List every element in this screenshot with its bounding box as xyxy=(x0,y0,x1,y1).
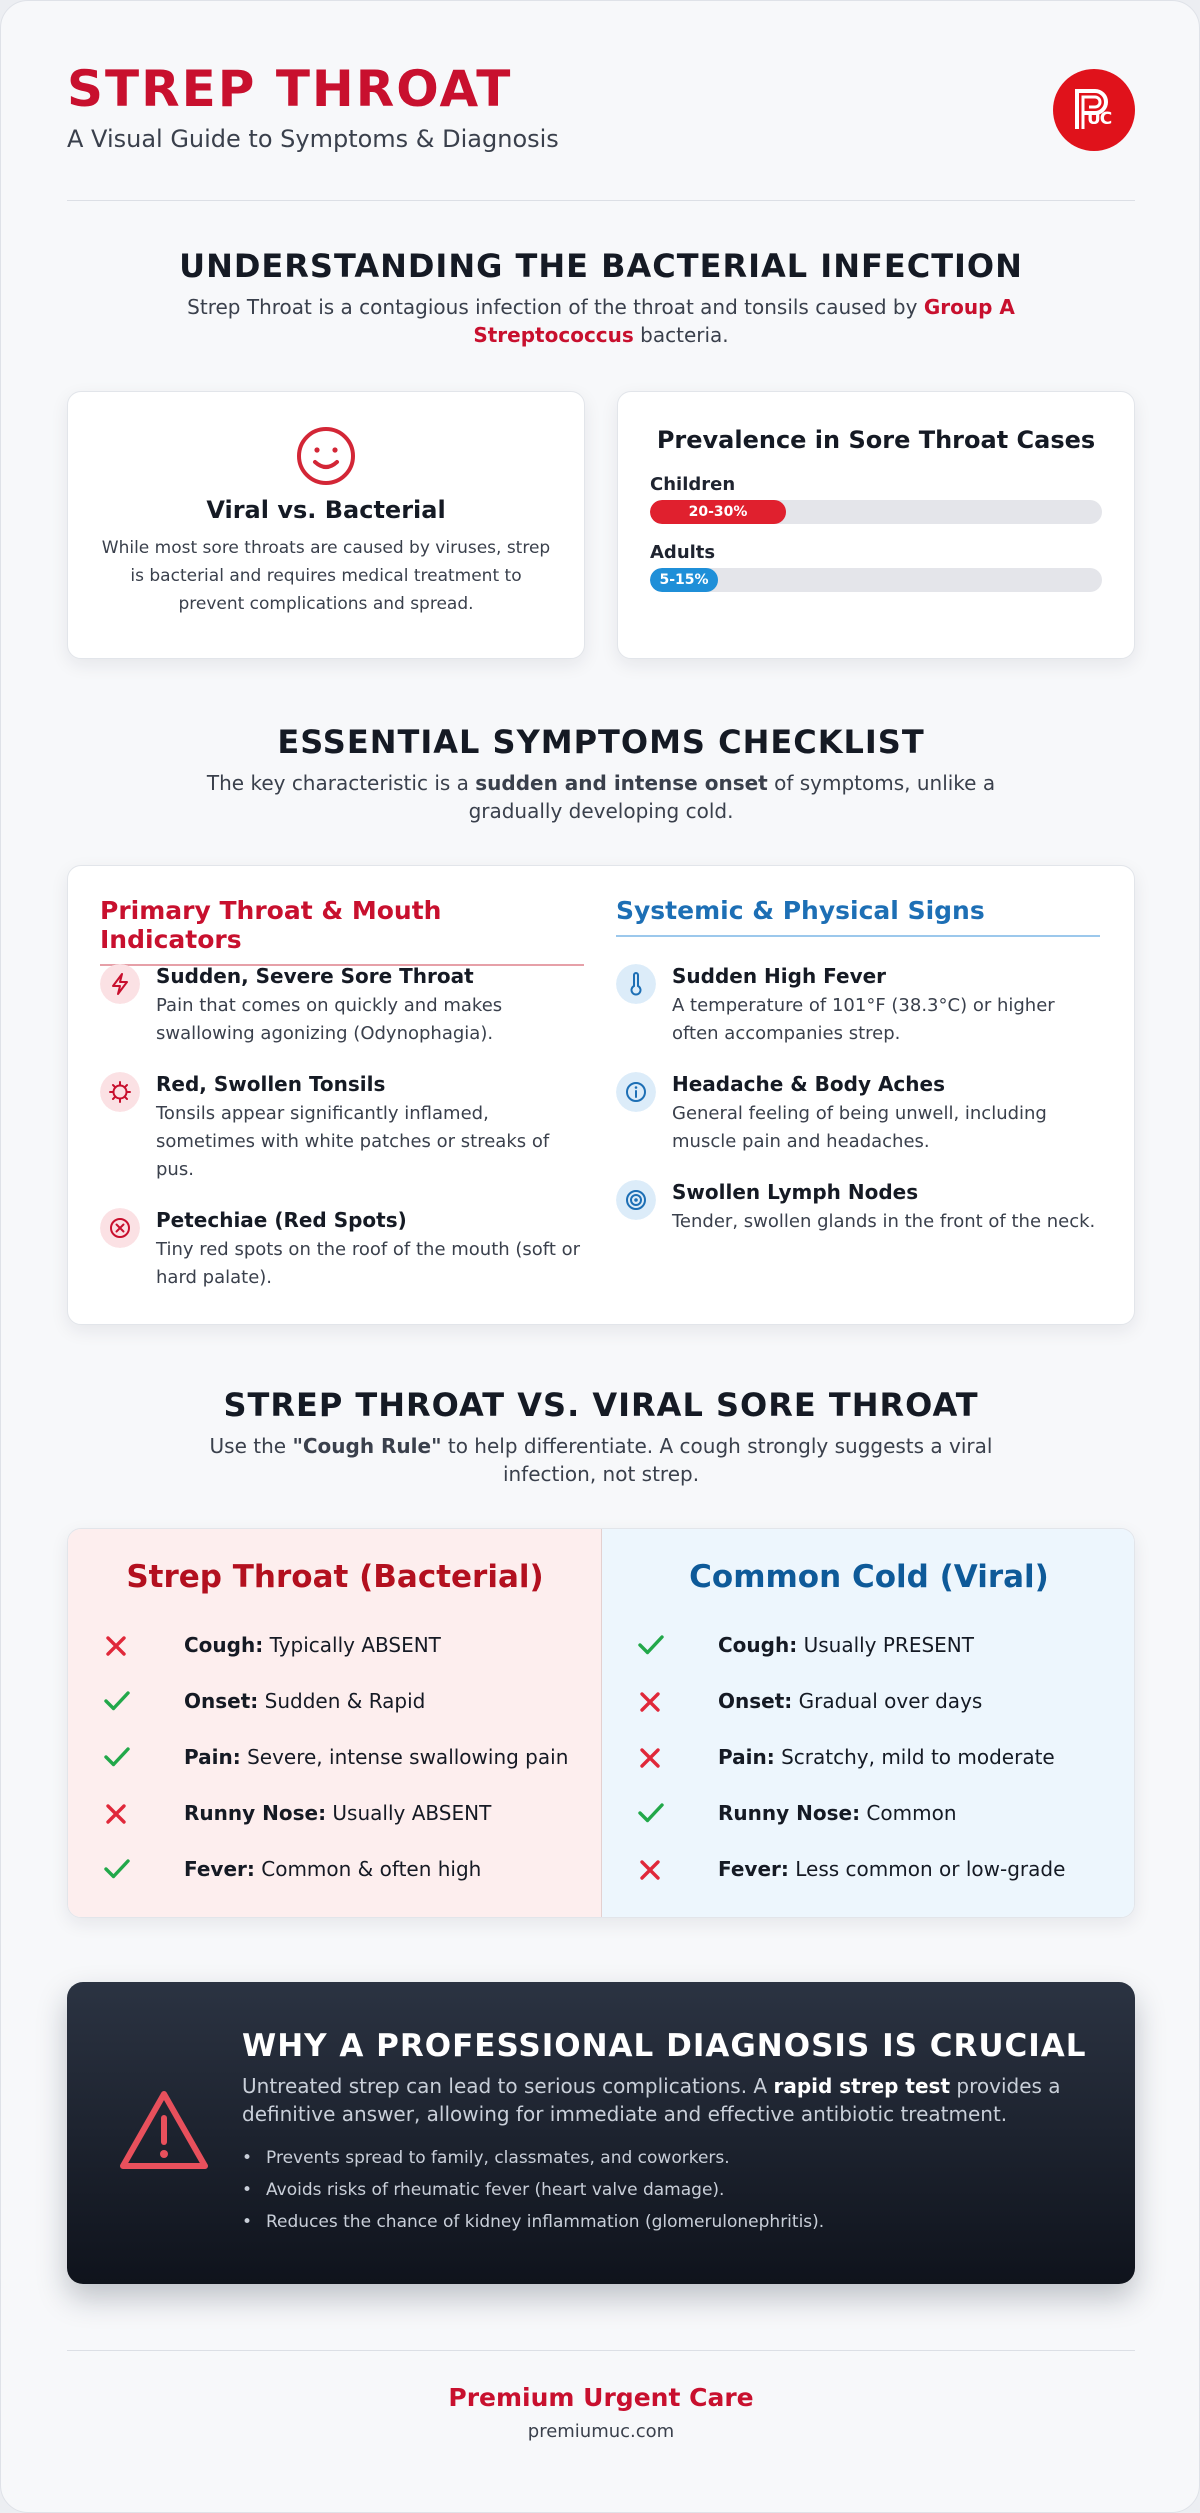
understanding-description xyxy=(171,293,1031,349)
symptoms-checklist-card xyxy=(67,865,1135,1325)
symptom-text: Tiny red spots on the roof of the mouth (soft or hard palate). xyxy=(156,1239,581,1288)
symptom-title: Headache & Body Aches xyxy=(672,1072,945,1096)
row-label: Onset: xyxy=(184,1689,259,1713)
diagnosis-bullet-list xyxy=(242,2142,824,2238)
strep-row-text xyxy=(184,1801,491,1825)
row-label: Cough: xyxy=(718,1633,798,1657)
lightning-icon xyxy=(100,964,140,1004)
symptom-title: Swollen Lymph Nodes xyxy=(672,1180,919,1204)
prevalence-card xyxy=(617,391,1135,659)
cross-icon xyxy=(104,1634,128,1658)
diagnosis-text xyxy=(242,2072,1102,2128)
adults-bar-fill: 5-15% xyxy=(650,568,718,592)
row-value: Usually PRESENT xyxy=(803,1633,974,1657)
children-label: Children xyxy=(650,474,736,495)
systemic-signs-heading: Systemic & Physical Signs xyxy=(616,896,1100,937)
row-label: Fever: xyxy=(718,1857,789,1881)
strep-row-text xyxy=(184,1689,425,1713)
comparison-desc-end: to help differentiate. A cough strongly suggests a viral infection, not strep. xyxy=(441,1434,993,1486)
viral-card-text: While most sore throats are caused by viruses, strep is bacterial and requires medical treatment to prevent complications and spread. xyxy=(101,538,551,614)
symptom-petechiae xyxy=(100,1208,590,1298)
row-value: Less common or low-grade xyxy=(795,1857,1066,1881)
comparison-description xyxy=(171,1432,1031,1488)
row-label: Onset: xyxy=(718,1689,793,1713)
comparison-table xyxy=(67,1528,1135,1918)
smile-icon xyxy=(296,426,356,486)
viral-row-text xyxy=(718,1633,974,1657)
row-label: Cough: xyxy=(184,1633,264,1657)
comparison-desc-bold: "Cough Rule" xyxy=(292,1434,442,1458)
row-label: Runny Nose: xyxy=(718,1801,861,1825)
symptom-text: A temperature of 101°F (38.3°C) or higher often accompanies strep. xyxy=(672,995,1055,1044)
comparison-desc-text: Use the xyxy=(209,1434,293,1458)
row-label: Pain: xyxy=(184,1745,241,1769)
row-label: Runny Nose: xyxy=(184,1801,327,1825)
symptom-sore-throat xyxy=(100,964,590,1054)
footer-divider xyxy=(67,2350,1135,2351)
symptoms-title: ESSENTIAL SYMPTOMS CHECKLIST xyxy=(277,723,925,761)
viral-row-text xyxy=(718,1857,1065,1881)
symptom-text: Tender, swollen glands in the front of the neck. xyxy=(672,1211,1096,1232)
row-value: Severe, intense swallowing pain xyxy=(247,1745,569,1769)
symptom-text: General feeling of being unwell, including muscle pain and headaches. xyxy=(672,1103,1047,1152)
strep-column xyxy=(68,1529,602,1918)
symptom-headache xyxy=(616,1072,1106,1162)
row-value: Common & often high xyxy=(261,1857,482,1881)
page-subtitle: A Visual Guide to Symptoms & Diagnosis xyxy=(67,125,559,153)
understanding-title: UNDERSTANDING THE BACTERIAL INFECTION xyxy=(179,247,1023,285)
diagnosis-bullet: • Prevents spread to family, classmates, and coworkers. xyxy=(242,2142,824,2174)
viral-card-title: Viral vs. Bacterial xyxy=(206,496,446,524)
diagnosis-text-start: Untreated strep can lead to serious complications. A xyxy=(242,2074,774,2098)
symptom-title: Sudden High Fever xyxy=(672,964,887,988)
symptoms-desc-end: of symptoms, unlike a gradually developing cold. xyxy=(468,771,996,823)
virus-icon xyxy=(100,1072,140,1112)
row-value: Common xyxy=(866,1801,957,1825)
diagnosis-text-bold: rapid strep test xyxy=(773,2074,951,2098)
comparison-title: STREP THROAT VS. VIRAL SORE THROAT xyxy=(223,1386,979,1424)
viral-row-text xyxy=(718,1801,957,1825)
row-value: Gradual over days xyxy=(798,1689,983,1713)
viral-column-heading: Common Cold (Viral) xyxy=(689,1559,1049,1595)
brand-logo[interactable] xyxy=(1053,69,1135,151)
row-value: Usually ABSENT xyxy=(332,1801,492,1825)
viral-row-text xyxy=(718,1689,982,1713)
diagnosis-bullet: • Avoids risks of rheumatic fever (heart valve damage). xyxy=(242,2174,824,2206)
row-value: Typically ABSENT xyxy=(269,1633,441,1657)
cross-icon xyxy=(638,1858,662,1882)
diagnosis-banner xyxy=(67,1982,1135,2284)
strep-column-heading: Strep Throat (Bacterial) xyxy=(126,1559,544,1595)
warning-triangle-icon xyxy=(117,2088,211,2174)
cross-icon xyxy=(638,1746,662,1770)
children-bar-fill: 20-30% xyxy=(650,500,786,524)
symptom-title: Sudden, Severe Sore Throat xyxy=(156,964,474,988)
primary-indicators-heading: Primary Throat & Mouth Indicators xyxy=(100,896,584,966)
understanding-desc-end: bacteria. xyxy=(633,323,729,347)
viral-row-text xyxy=(718,1745,1055,1769)
symptom-text: Pain that comes on quickly and makes swallowing agonizing (Odynophagia). xyxy=(156,995,503,1044)
symptom-text: Tonsils appear significantly inflamed, sometimes with white patches or streaks of pus. xyxy=(156,1103,550,1180)
info-icon xyxy=(616,1072,656,1112)
cross-icon xyxy=(638,1690,662,1714)
footer-brand-name: Premium Urgent Care xyxy=(448,2383,754,2412)
prevalence-title: Prevalence in Sore Throat Cases xyxy=(656,426,1096,454)
circle-x-icon xyxy=(100,1208,140,1248)
row-value: Sudden & Rapid xyxy=(264,1689,426,1713)
adults-label: Adults xyxy=(650,542,716,563)
symptom-high-fever xyxy=(616,964,1106,1054)
header xyxy=(67,57,1135,201)
target-icon xyxy=(616,1180,656,1220)
understanding-desc-text: Strep Throat is a contagious infection of the throat and tonsils caused by xyxy=(187,295,924,319)
check-icon xyxy=(104,1858,130,1880)
strep-row-text xyxy=(184,1857,481,1881)
strep-row-text xyxy=(184,1745,568,1769)
logo-text: UC xyxy=(1087,109,1112,129)
children-bar-track xyxy=(650,500,1102,524)
strep-row-text xyxy=(184,1633,441,1657)
symptoms-desc-text: The key characteristic is a xyxy=(206,771,476,795)
symptom-title: Red, Swollen Tonsils xyxy=(156,1072,386,1096)
symptom-title: Petechiae (Red Spots) xyxy=(156,1208,407,1232)
symptoms-desc-bold: sudden and intense onset xyxy=(475,771,768,795)
row-label: Pain: xyxy=(718,1745,775,1769)
symptoms-description xyxy=(171,769,1031,825)
viral-column xyxy=(602,1529,1135,1918)
diagnosis-bullet: • Reduces the chance of kidney inflammation (glomerulonephritis). xyxy=(242,2206,824,2238)
check-icon xyxy=(638,1802,664,1824)
check-icon xyxy=(104,1746,130,1768)
footer-website-link[interactable]: premiumuc.com xyxy=(527,2421,675,2442)
understanding-desc-highlight: Group A Streptococcus xyxy=(473,295,1015,347)
viral-vs-bacterial-card xyxy=(67,391,585,659)
check-icon xyxy=(638,1634,664,1656)
symptom-swollen-tonsils xyxy=(100,1072,590,1182)
row-value: Scratchy, mild to moderate xyxy=(781,1745,1055,1769)
thermometer-icon xyxy=(616,964,656,1004)
diagnosis-title: WHY A PROFESSIONAL DIAGNOSIS IS CRUCIAL xyxy=(242,2028,1087,2064)
symptom-lymph-nodes xyxy=(616,1180,1106,1250)
diagnosis-text-end: provides a definitive answer, allowing for immediate and effective antibiotic treatment. xyxy=(242,2074,1061,2126)
row-label: Fever: xyxy=(184,1857,255,1881)
check-icon xyxy=(104,1690,130,1712)
page-title: STREP THROAT xyxy=(67,60,513,118)
adults-bar-track xyxy=(650,568,1102,592)
cross-icon xyxy=(104,1802,128,1826)
